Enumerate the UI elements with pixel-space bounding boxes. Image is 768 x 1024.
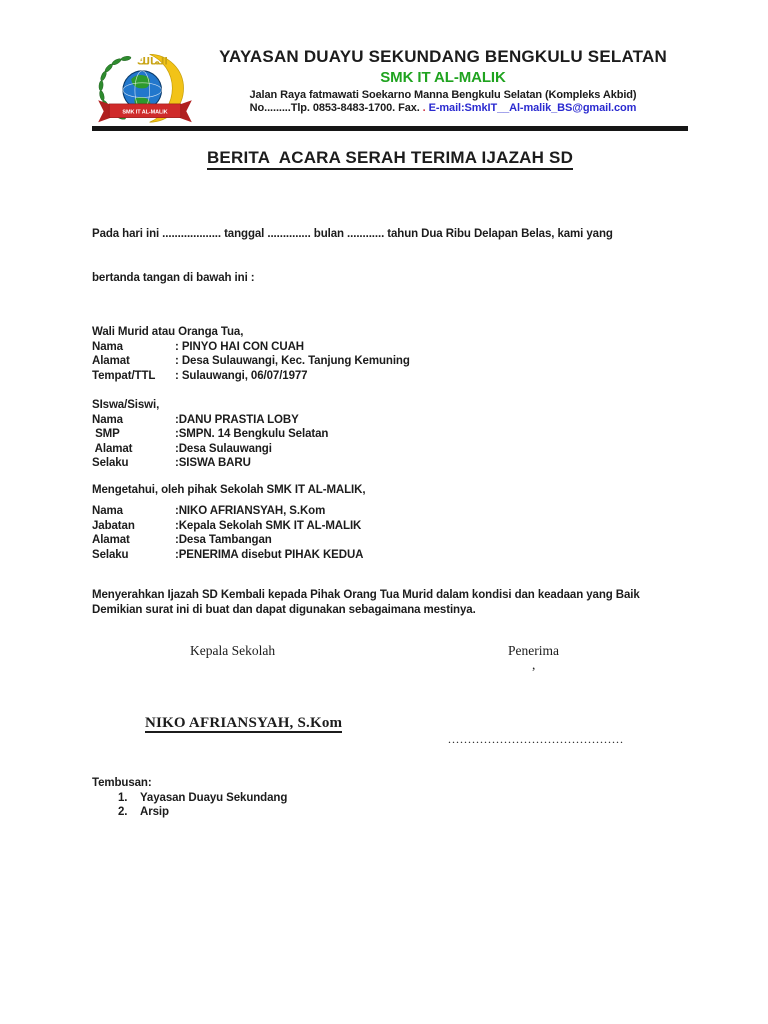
signer-name-left: NIKO AFRIANSYAH, S.Kom <box>145 715 343 731</box>
letterhead-divider <box>92 126 688 131</box>
section-siswa <box>92 398 688 471</box>
school-logo-icon <box>94 47 196 125</box>
list-number: 1. <box>118 791 128 804</box>
closing-line-2: Demikian surat ini di buat dan dapat digunakan sebagaimana mestinya. <box>92 603 476 616</box>
signer-comma: , <box>532 657 536 672</box>
letterhead-text <box>198 46 688 115</box>
field-label: Tempat/TTL <box>92 369 156 382</box>
wali-row-nama <box>92 340 688 355</box>
field-label: Alamat <box>92 442 133 455</box>
field-label: Alamat <box>92 355 130 367</box>
field-label: Selaku <box>92 457 129 469</box>
school-address: Jalan Raya fatmawati Soekarno Manna Bengkulu Selatan (Kompleks Akbid) <box>249 89 637 101</box>
title-row <box>92 148 688 170</box>
contact-email: E-mail:SmkIT__Al-malik_BS@gmail.com <box>428 102 637 114</box>
section-kepala-sekolah <box>92 504 688 562</box>
field-value: :Desa Tambangan <box>175 534 272 546</box>
intro-line-2: bertanda tangan di bawah ini : <box>92 271 255 284</box>
field-value: :Kepala Sekolah SMK IT AL-MALIK <box>175 519 362 532</box>
closing-line-1: Menyerahkan Ijazah SD Kembali kepada Pihak Orang Tua Murid dalam kondisi dan keadaan yang Baik <box>92 589 640 601</box>
siswa-row-selaku <box>92 456 688 471</box>
field-value: : Desa Sulauwangi, Kec. Tanjung Kemuning <box>175 355 410 367</box>
field-label: Alamat <box>92 534 130 546</box>
kepala-row-alamat <box>92 533 688 548</box>
field-value: :SMPN. 14 Bengkulu Selatan <box>175 428 329 440</box>
tembusan-item-1 <box>92 791 688 806</box>
field-value: : PINYO HAI CON CUAH <box>175 340 304 353</box>
signature-block <box>92 644 688 776</box>
intro-paragraph <box>92 198 688 314</box>
list-number: 2. <box>118 806 128 818</box>
field-label: Selaku <box>92 548 129 561</box>
field-value: :SISWA BARU <box>175 457 251 469</box>
tembusan-item-2 <box>92 805 688 820</box>
field-label: SMP <box>92 428 120 440</box>
section-wali-murid <box>92 325 688 383</box>
wali-heading: Wali Murid atau Oranga Tua, <box>92 326 244 338</box>
tembusan-heading: Tembusan: <box>92 777 152 789</box>
intro-line-1: Pada hari ini ................... tanggal .............. bulan ............ tahun Dua Ribu Delapan Belas, kami yang <box>92 228 613 240</box>
wali-row-tempat-ttl <box>92 369 688 384</box>
organization-name: YAYASAN DUAYU SEKUNDANG BENGKULU SELATAN <box>219 47 667 66</box>
field-value: :NIKO AFRIANSYAH, S.Kom <box>175 505 326 517</box>
tembusan-section <box>92 776 688 820</box>
siswa-row-smp <box>92 427 688 442</box>
closing-paragraph <box>92 588 688 617</box>
contact-phone: No.........Tlp. 0853-8483-1700. Fax. <box>249 102 423 114</box>
kepala-row-nama <box>92 504 688 519</box>
field-value: : Sulauwangi, 06/07/1977 <box>175 369 308 382</box>
wali-row-alamat <box>92 354 688 369</box>
field-value: :PENERIMA disebut PIHAK KEDUA <box>175 548 364 561</box>
contact-separator-dot: . <box>422 102 429 114</box>
field-label: Nama <box>92 505 123 517</box>
ribbon-text: SMK IT AL-MALIK <box>122 109 168 116</box>
siswa-row-alamat <box>92 442 688 457</box>
school-name: SMK IT AL-MALIK <box>380 69 506 86</box>
list-text: Yayasan Duayu Sekundang <box>140 791 288 804</box>
kepala-row-jabatan <box>92 519 688 534</box>
siswa-row-nama <box>92 413 688 428</box>
kepala-row-selaku <box>92 548 688 563</box>
field-value: :DANU PRASTIA LOBY <box>175 413 299 426</box>
document-title: BERITA ACARA SERAH TERIMA IJAZAH SD <box>207 148 573 170</box>
field-label: Jabatan <box>92 519 135 532</box>
siswa-heading: SIswa/Siswi, <box>92 399 160 411</box>
school-contact <box>198 102 688 115</box>
field-label: Nama <box>92 413 123 426</box>
field-value: :Desa Sulauwangi <box>175 442 272 455</box>
mengetahui-line: Mengetahui, oleh pihak Sekolah SMK IT AL-MALIK, <box>92 483 366 496</box>
arabic-calligraphy-icon: المالك <box>136 56 168 68</box>
signer-role-left: Kepala Sekolah <box>190 643 276 658</box>
list-text: Arsip <box>140 806 169 818</box>
letterhead <box>0 0 768 126</box>
signer-role-right: Penerima <box>508 643 559 658</box>
signature-dotted-line: ............................................ <box>448 732 624 746</box>
field-label: Nama <box>92 340 123 353</box>
